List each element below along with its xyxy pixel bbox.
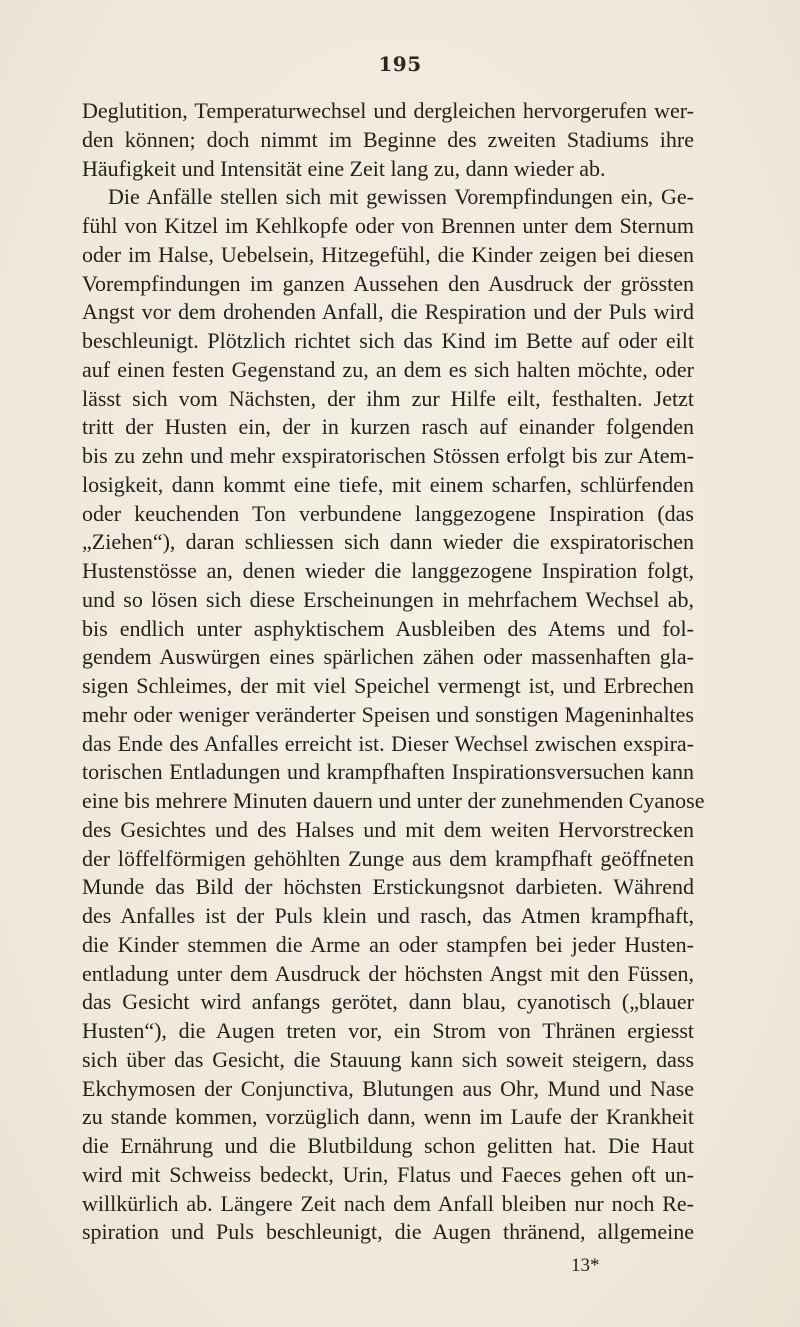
text-line: oder im Halse, Uebelsein, Hitzegefühl, die Kinder zeigen bei diesen bbox=[82, 241, 694, 267]
text-line: Angst vor dem drohenden Anfall, die Respiration und der Puls wird bbox=[82, 299, 694, 325]
text-line: bis endlich unter asphyktischem Ausbleiben des Atems und fol- bbox=[82, 615, 694, 641]
text-line: Vorempfindungen im ganzen Aussehen den Ausdruck der grössten bbox=[82, 270, 694, 296]
text-line: beschleunigt. Plötzlich richtet sich das Kind im Bette auf oder eilt bbox=[82, 328, 694, 353]
text-line: Häufigkeit und Intensität eine Zeit lang zu, dann wieder ab. bbox=[82, 155, 606, 181]
text-line: die Ernährung und die Blutbildung schon gelitten hat. Die Haut bbox=[82, 1133, 694, 1158]
text-line: die Kinder stemmen die Arme an oder stampfen bei jeder Husten- bbox=[82, 931, 694, 957]
body-text bbox=[82, 97, 705, 1247]
text-line: des Anfalles ist der Puls klein und rasch, das Atmen krampfhaft, bbox=[82, 903, 694, 928]
text-line: spiration und Puls beschleunigt, die Augen thränend, allgemeine bbox=[82, 1219, 694, 1245]
text-line: tritt der Husten ein, der in kurzen rasch auf einander folgenden bbox=[82, 414, 694, 440]
text-line: des Gesichtes und des Halses und mit dem weiten Hervorstrecken bbox=[82, 816, 694, 842]
text-line: auf einen festen Gegenstand zu, an dem es sich halten möchte, oder bbox=[82, 356, 694, 382]
text-line: das Gesicht wird anfangs gerötet, dann blau, cyanotisch („blauer bbox=[82, 989, 694, 1015]
text-line: fühl von Kitzel im Kehlkopfe oder von Brennen unter dem Sternum bbox=[82, 213, 694, 238]
text-line: Husten“), die Augen treten vor, ein Strom von Thränen ergiesst bbox=[82, 1018, 694, 1043]
text-line: Ekchymosen der Conjunctiva, Blutungen aus Ohr, Mund und Nase bbox=[82, 1075, 694, 1101]
text-line: den können; doch nimmt im Beginne des zweiten Stadiums ihre bbox=[82, 126, 694, 152]
text-line: Munde das Bild der höchsten Erstickungsnot darbieten. Während bbox=[82, 874, 694, 900]
text-line: torischen Entladungen und krampfhaften Inspirationsversuchen kann bbox=[82, 759, 694, 785]
text-line: der löffelförmigen gehöhlten Zunge aus dem krampfhaft geöffneten bbox=[82, 845, 694, 871]
text-line: oder keuchenden Ton verbundene langgezogene Inspiration (das bbox=[82, 500, 694, 526]
text-line: Deglutition, Temperaturwechsel und dergleichen hervorgerufen wer- bbox=[82, 98, 694, 123]
text-line: und so lösen sich diese Erscheinungen in mehrfachem Wechsel ab, bbox=[82, 586, 694, 612]
text-line: entladung unter dem Ausdruck der höchsten Angst mit den Füssen, bbox=[82, 960, 694, 986]
text-line: mehr oder weniger veränderter Speisen und sonstigen Mageninhaltes bbox=[82, 701, 694, 727]
page-number: 195 bbox=[378, 52, 422, 76]
text-line: gendem Auswürgen eines spärlichen zähen oder massenhaften gla- bbox=[82, 644, 694, 670]
text-line: eine bis mehrere Minuten dauern und unter der zunehmenden Cyanose bbox=[82, 788, 705, 813]
text-line: bis zu zehn und mehr exspiratorischen Stössen erfolgt bis zur Atem- bbox=[82, 443, 694, 468]
text-line: zu stande kommen, vorzüglich dann, wenn im Laufe der Krankheit bbox=[82, 1104, 694, 1130]
text-line: sich über das Gesicht, die Stauung kann sich soweit steigern, dass bbox=[82, 1046, 694, 1072]
text-line: willkürlich ab. Längere Zeit nach dem Anfall bleiben nur noch Re- bbox=[82, 1190, 694, 1216]
text-line: wird mit Schweiss bedeckt, Urin, Flatus und Faeces gehen oft un- bbox=[82, 1161, 694, 1187]
text-line: „Ziehen“), daran schliessen sich dann wieder die exspiratorischen bbox=[82, 529, 694, 555]
text-line: sigen Schleimes, der mit viel Speichel vermengt ist, und Erbrechen bbox=[82, 673, 694, 698]
signature-mark: 13* bbox=[571, 1255, 600, 1276]
text-line: losigkeit, dann kommt eine tiefe, mit einem scharfen, schlürfenden bbox=[82, 471, 694, 497]
text-line: das Ende des Anfalles erreicht ist. Dieser Wechsel zwischen exspira- bbox=[82, 730, 694, 756]
text-line: Hustenstösse an, denen wieder die langgezogene Inspiration folgt, bbox=[82, 558, 694, 583]
text-line: lässt sich vom Nächsten, der ihm zur Hilfe eilt, festhalten. Jetzt bbox=[82, 385, 694, 411]
text-line: Die Anfälle stellen sich mit gewissen Vorempfindungen ein, Ge- bbox=[108, 184, 694, 210]
